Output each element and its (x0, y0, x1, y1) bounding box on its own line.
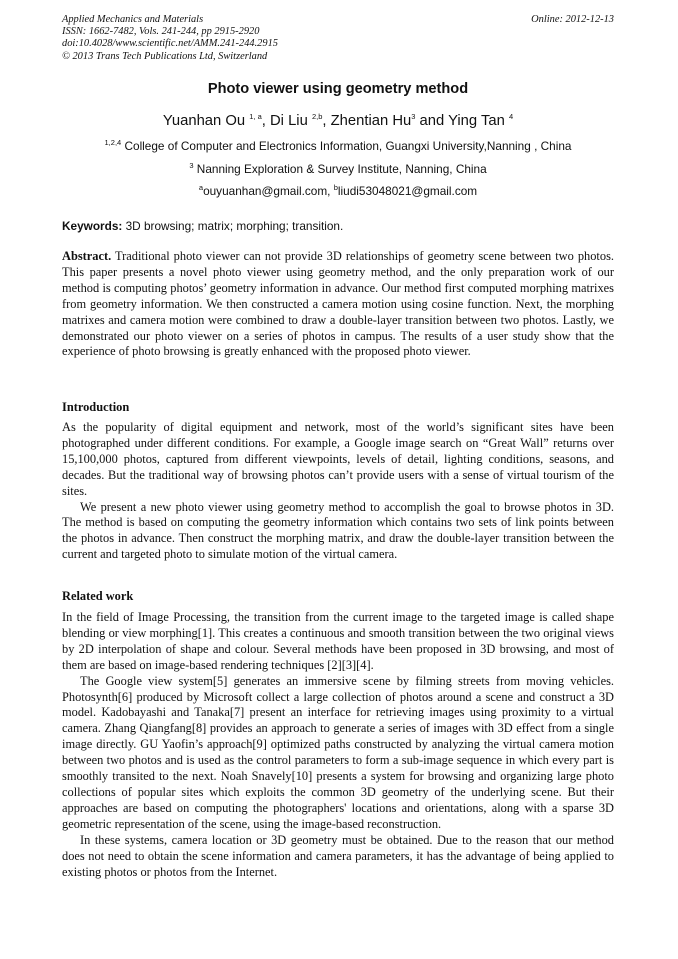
affiliation-superscript: 3 (189, 161, 194, 171)
paper-title: Photo viewer using geometry method (207, 81, 469, 97)
journal-header (62, 14, 614, 63)
author-separator: , (322, 113, 331, 129)
introduction-body (62, 420, 614, 563)
paragraph: The Google view system[5] generates an immersive scene by filming streets from moving vehicles. Photosynth[6] produced by Microsoft collect a large collection of photos around a scene and construct a 3D model. Kadobayashi and Tanaka[7] present an interface for retrieving images using proximity to a virtual camera. Zhang Qiangfang[8] provides an approach to generate a series of images with 3D effect from a single image directly. GU Yaofin’s approach[9] optimized paths constructed by analyzing the virtual camera motion between two photos and is used as the control parameters to form a sub-image sequence in which every part is smoothly transited to the next. Noah Snavely[10] presents a system for browsing and organizing large photo collections of popular sites which exploits the common 3D geometry of the underlying scene. But their approaches are based on computing the photographers' locations and orientations, along with a sparse 3D geometric representation of the scene, using the image-based reconstruction. (62, 673, 614, 831)
author-name: Ying Tan (448, 113, 505, 129)
email-line (62, 184, 614, 198)
doi-line: doi:10.4028/www.scientific.net/AMM.241-244.2915 (62, 38, 278, 50)
affiliation-1 (62, 139, 614, 153)
author-separator: and (415, 113, 449, 129)
related-work-body (62, 610, 614, 880)
section-heading-related-work: Related work (62, 589, 134, 603)
email-b: liudi53048021@gmail.com (337, 184, 478, 198)
issn-line: ISSN: 1662-7482, Vols. 241-244, pp 2915-2920 (62, 26, 260, 38)
affiliation-text: College of Computer and Electronics Information, Guangxi University,Nanning , China (124, 139, 572, 153)
affiliation-text: Nanning Exploration & Survey Institute, Nanning, China (196, 162, 487, 176)
author-separator: , (261, 113, 270, 129)
keywords (62, 219, 614, 233)
author-list (62, 113, 614, 129)
email-superscript: a (198, 183, 204, 193)
journal-name: Applied Mechanics and Materials (62, 14, 204, 25)
keywords-text: 3D browsing; matrix; morphing; transition. (125, 219, 344, 233)
abstract-label: Abstract. (62, 249, 112, 263)
author-superscript: 4 (508, 112, 514, 122)
paragraph: We present a new photo viewer using geometry method to accomplish the goal to browse photos in 3D. The method is based on computing the geometry information which contains two sets of link points between the photos in advance. Then construct the morphing matrix, and draw the double-layer transition between the current and targeted photo to simulate motion of the virtual camera. (62, 499, 614, 562)
copyright-line: © 2013 Trans Tech Publications Ltd, Switzerland (62, 50, 268, 62)
email-superscript: b (333, 183, 338, 193)
section-heading-introduction: Introduction (62, 400, 130, 414)
online-date: Online: 2012-12-13 (531, 14, 614, 25)
author-superscript: 1, a (249, 112, 262, 122)
paragraph: In these systems, camera location or 3D geometry must be obtained. Due to the reason that our method does not need to obtain the scene information and camera parameters, it has the advantage of being applied to existing photos or photos from the Internet. (62, 832, 614, 879)
affiliation-superscript: 1,2,4 (104, 138, 122, 148)
paragraph: In the field of Image Processing, the transition from the current image to the targeted image is called shape blending or view morphing[1]. This creates a continuous and smooth transition between the two original views by 2D interpolation of shape and colour. Several methods have been proposed in 3D browsing, and most of them are based on image-based rendering techniques [2][3][4]. (62, 610, 614, 672)
author-name: Zhentian Hu (330, 113, 412, 129)
author-name: Yuanhan Ou (162, 113, 246, 129)
paragraph: As the popularity of digital equipment and network, most of the world’s significant sites have been photographed under different conditions. For example, a Google image search on “Great Wall” returns over 15,100,000 photos, captured from different viewpoints, levels of detail, lighting conditions, seasons, and decades. But the traditional way of browsing photos can’t provide users with a sense of virtual tourism of the sites. (62, 420, 614, 498)
email-a: ouyuanhan@gmail.com, (203, 184, 334, 198)
keywords-label: Keywords: (62, 219, 123, 233)
abstract (62, 249, 614, 360)
affiliation-2 (62, 162, 614, 176)
abstract-text: Traditional photo viewer can not provide 3D relationships of geometry scene between two photos. This paper presents a novel photo viewer using geometry method, and the only preparation work of our method is computing photos’ geometry information in advance. Our method first computed morphing matrixes from geometry information. We then constructed a camera motion using cosine function. Next, the morphing matrixes and camera motion were combined to draw a double-layer transition between two photos. Lastly, we demonstrated our photo viewer on a series of photos in campus. The results of a user study show that the experience of photo browsing is greatly enhanced with the proposed photo viewer. (62, 249, 614, 359)
author-superscript: 3 (411, 112, 416, 122)
author-superscript: 2,b (311, 112, 323, 122)
author-name: Di Liu (269, 113, 308, 129)
